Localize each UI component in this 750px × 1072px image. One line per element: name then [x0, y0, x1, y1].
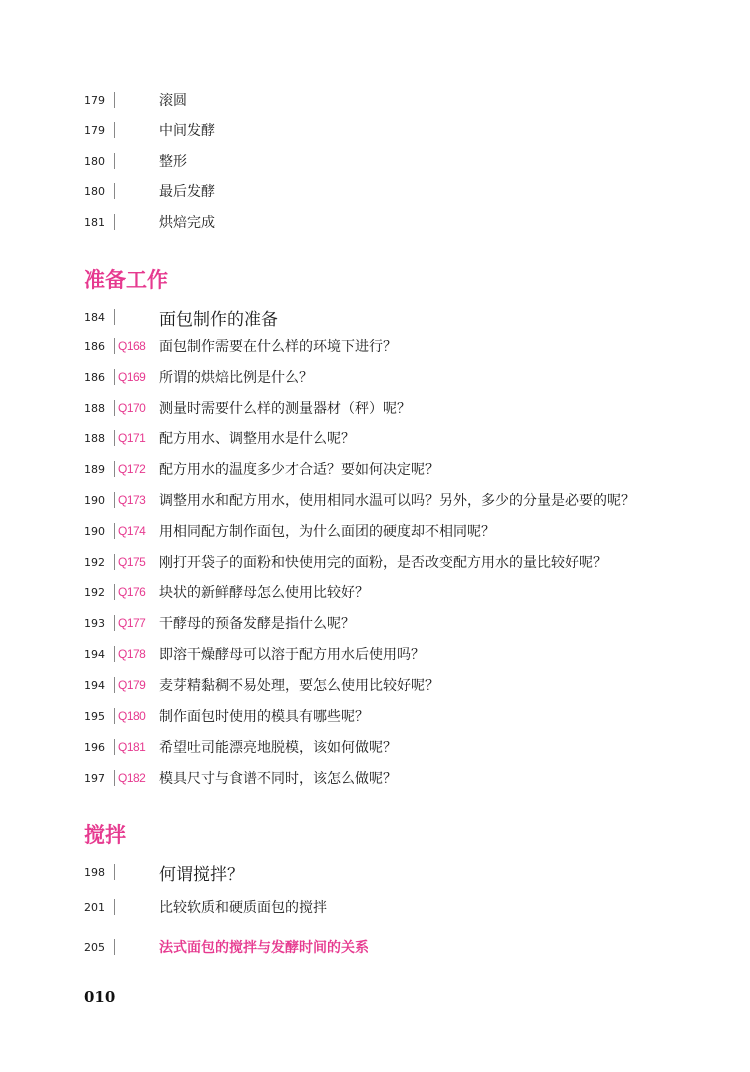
page-number: 192: [84, 585, 105, 599]
entry-title: 即溶干燥酵母可以溶于配方用水后使用吗？: [159, 647, 425, 663]
divider: [114, 492, 115, 508]
toc-heading[interactable]: [0, 306, 750, 328]
toc-entry[interactable]: [0, 896, 750, 918]
page-number: 193: [84, 616, 105, 630]
question-number: Q178: [118, 647, 146, 661]
divider: [114, 708, 115, 724]
page-number: 201: [84, 900, 105, 914]
entry-title: 最后发酵: [159, 184, 215, 200]
divider: [114, 864, 115, 880]
toc-entry[interactable]: [0, 89, 750, 111]
entry-title: 希望吐司能漂亮地脱模，该如何做呢？: [159, 740, 397, 756]
folio-page-number: 010: [84, 988, 116, 1006]
entry-title: 刚打开袋子的面粉和快使用完的面粉，是否改变配方用水的量比较好呢？: [159, 555, 607, 571]
entry-title: 测量时需要什么样的测量器材（秤）呢？: [159, 401, 411, 417]
entry-title: 麦芽精黏稠不易处理，要怎么使用比较好呢？: [159, 678, 439, 694]
entry-title: 干酵母的预备发酵是指什么呢？: [159, 616, 355, 632]
divider: [114, 338, 115, 354]
question-number: Q171: [118, 431, 146, 445]
page-number: 195: [84, 709, 105, 723]
toc-entry[interactable]: [0, 705, 750, 727]
page-number: 184: [84, 310, 105, 324]
divider: [114, 92, 115, 108]
page-number: 179: [84, 93, 105, 107]
heading-title: 何谓搅拌？: [159, 864, 244, 885]
divider: [114, 584, 115, 600]
entry-title: 面包制作需要在什么样的环境下进行？: [159, 339, 397, 355]
page-number: 186: [84, 370, 105, 384]
divider: [114, 400, 115, 416]
toc-heading[interactable]: [0, 861, 750, 883]
entry-title: 中间发酵: [159, 123, 215, 139]
question-number: Q173: [118, 493, 146, 507]
page-number: 192: [84, 555, 105, 569]
divider: [114, 122, 115, 138]
question-number: Q179: [118, 678, 146, 692]
entry-title: 整形: [159, 154, 187, 170]
page-number: 196: [84, 740, 105, 754]
question-number: Q175: [118, 555, 146, 569]
question-number: Q174: [118, 524, 146, 538]
page-number: 198: [84, 865, 105, 879]
divider: [114, 615, 115, 631]
entry-title: 烘焙完成: [159, 215, 215, 231]
page-number: 189: [84, 462, 105, 476]
divider: [114, 739, 115, 755]
toc-entry[interactable]: [0, 674, 750, 696]
question-number: Q172: [118, 462, 146, 476]
toc-entry[interactable]: [0, 551, 750, 573]
divider: [114, 153, 115, 169]
toc-entry[interactable]: [0, 489, 750, 511]
divider: [114, 430, 115, 446]
divider: [114, 309, 115, 325]
toc-entry[interactable]: [0, 119, 750, 141]
entry-title: 用相同配方制作面包，为什么面团的硬度却不相同呢？: [159, 524, 495, 540]
divider: [114, 939, 115, 955]
toc-entry[interactable]: [0, 612, 750, 634]
question-number: Q169: [118, 370, 146, 384]
divider: [114, 770, 115, 786]
divider: [114, 646, 115, 662]
divider: [114, 461, 115, 477]
divider: [114, 183, 115, 199]
question-number: Q170: [118, 401, 146, 415]
page-number: 188: [84, 401, 105, 415]
page-number: 194: [84, 647, 105, 661]
question-number: Q181: [118, 740, 146, 754]
page-number: 181: [84, 215, 105, 229]
question-number: Q168: [118, 339, 146, 353]
question-number: Q177: [118, 616, 146, 630]
question-number: Q180: [118, 709, 146, 723]
divider: [114, 554, 115, 570]
page-number: 197: [84, 771, 105, 785]
entry-title: 块状的新鲜酵母怎么使用比较好？: [159, 585, 369, 601]
question-number: Q182: [118, 771, 146, 785]
toc-entry[interactable]: [0, 767, 750, 789]
section-title-mixing: 搅拌: [84, 823, 126, 847]
toc-entry[interactable]: [0, 458, 750, 480]
toc-entry[interactable]: [0, 335, 750, 357]
heading-title: 面包制作的准备: [159, 309, 278, 330]
page-number: 190: [84, 524, 105, 538]
divider: [114, 214, 115, 230]
question-number: Q176: [118, 585, 146, 599]
entry-title: 法式面包的搅拌与发酵时间的关系: [159, 940, 369, 956]
toc-entry[interactable]: [0, 150, 750, 172]
entry-title: 配方用水的温度多少才合适？要如何决定呢？: [159, 462, 439, 478]
divider: [114, 523, 115, 539]
entry-title: 调整用水和配方用水，使用相同水温可以吗？另外，多少的分量是必要的呢？: [159, 493, 635, 509]
page-number: 190: [84, 493, 105, 507]
entry-title: 模具尺寸与食谱不同时，该怎么做呢？: [159, 771, 397, 787]
divider: [114, 677, 115, 693]
divider: [114, 369, 115, 385]
toc-entry[interactable]: [0, 643, 750, 665]
toc-entry[interactable]: [0, 211, 750, 233]
page-number: 186: [84, 339, 105, 353]
entry-title: 比较软质和硬质面包的搅拌: [159, 900, 327, 916]
toc-entry[interactable]: [0, 520, 750, 542]
page-number: 205: [84, 940, 105, 954]
entry-title: 所谓的烘焙比例是什么？: [159, 370, 313, 386]
entry-title: 滚圆: [159, 93, 187, 109]
entry-title: 制作面包时使用的模具有哪些呢？: [159, 709, 369, 725]
toc-entry[interactable]: [0, 736, 750, 758]
divider: [114, 899, 115, 915]
page-number: 188: [84, 431, 105, 445]
page-number: 179: [84, 123, 105, 137]
entry-title: 配方用水、调整用水是什么呢？: [159, 431, 355, 447]
toc-entry[interactable]: [0, 397, 750, 419]
page-number: 180: [84, 184, 105, 198]
toc-entry[interactable]: [0, 427, 750, 449]
toc-entry[interactable]: [0, 180, 750, 202]
page-number: 180: [84, 154, 105, 168]
toc-entry[interactable]: [0, 366, 750, 388]
toc-entry-highlight[interactable]: [0, 936, 750, 958]
section-title-preparation: 准备工作: [84, 268, 168, 292]
page-number: 194: [84, 678, 105, 692]
toc-entry[interactable]: [0, 581, 750, 603]
